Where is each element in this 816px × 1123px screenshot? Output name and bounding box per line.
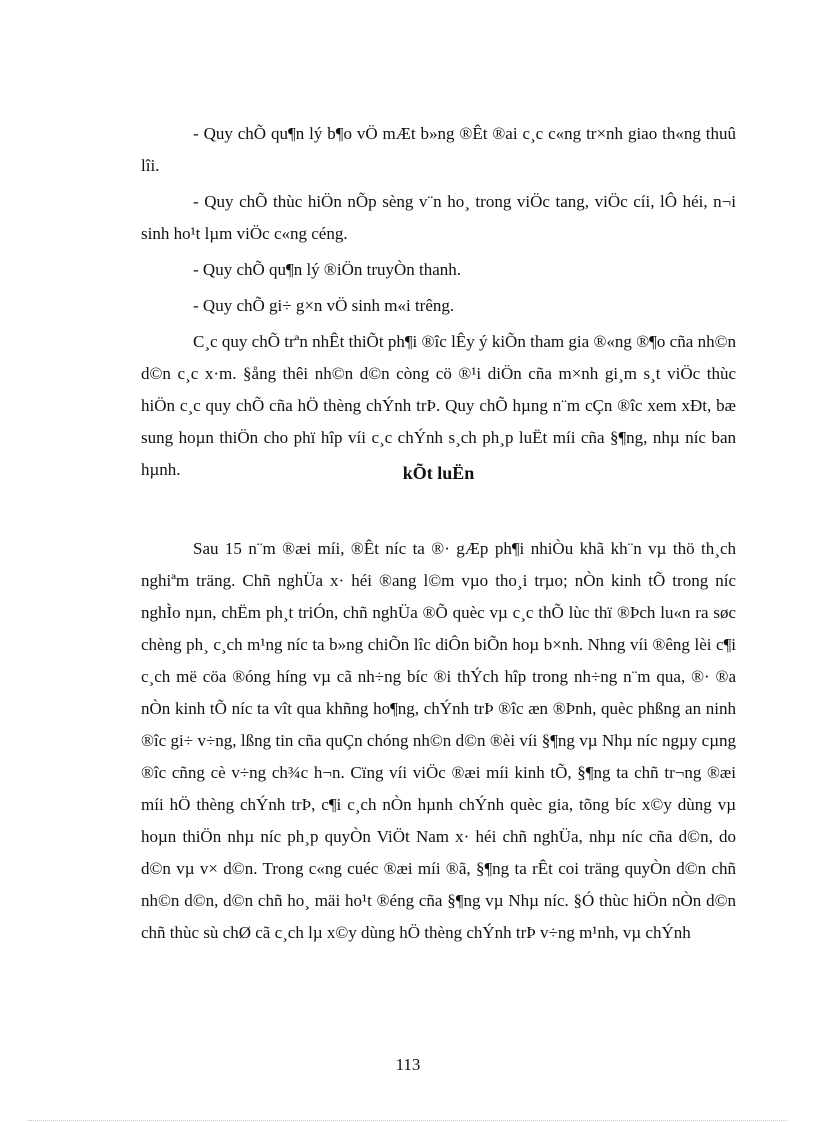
body-text-before-heading [141,118,736,490]
page-number: 113 [395,1055,421,1074]
list-item: - Quy chÕ gi÷ g×n vÖ sinh m«i trêng. [193,296,455,315]
paragraph: C¸c quy chÕ trªn nhÊt thiÕt ph¶i ®îc lÊy ý kiÕn tham gia ®«ng ®¶o cña nh©n d©n c¸c x·m. §ång thêi nh©n d©n còng cö ®¹i diÖn cña m×nh gi¸m s¸t viÖc thùc hiÖn c¸c quy chÕ cña hÖ thèng chÝnh trÞ. Quy chÕ hµng n¨m cÇn ®îc xem xÐt, bæ sung hoµn thiÖn cho phï hîp víi c¸c chÝnh s¸ch ph¸p luËt míi cña §¶ng, nhµ níc ban hµnh. [141,332,736,479]
paragraph: Sau 15 n¨m ®æi míi, ®Êt níc ta ®· gÆp ph¶i nhiÒu khã kh¨n vµ thö th¸ch nghiªm träng. Chñ nghÜa x· héi ®ang l©m vµo tho¸i trµo; nÒn kinh tÕ trong níc nghÌo nµn, chËm ph¸t triÓn, chñ nghÜa ®Õ quèc vµ c¸c thÕ lùc thï ®Þch lu«n ra søc chèng ph¸ c¸ch m¹ng níc ta b»ng chiÕn lîc diÔn biÕn hoµ b×nh. Nhng víi ®êng lèi c¶i c¸ch më cöa ®óng híng vµ cã nh÷ng bíc ®i thÝch hîp trong nh÷ng n¨m qua, ®· ®a nÒn kinh tÕ níc ta vît qua khñng ho¶ng, chÝnh trÞ ®îc æn ®Þnh, quèc phßng an ninh ®îc gi÷ v÷ng, lßng tin cña quÇn chóng nh©n d©n ®èi víi §¶ng vµ Nhµ níc ngµy cµng ®îc cñng cè v÷ng ch¾c h¬n. Cïng víi viÖc ®æi míi kinh tÕ, §¶ng ta chñ tr¬ng ®æi míi hÖ thèng chÝnh trÞ, c¶i c¸ch nÒn hµnh chÝnh quèc gia, tõng bíc x©y dùng vµ hoµn thiÖn nhµ níc ph¸p quyÒn ViÖt Nam x· héi chñ nghÜa, nhµ níc cña d©n, do d©n vµ v× d©n. Trong c«ng cuéc ®æi míi ®ã, §¶ng ta rÊt coi träng quyÒn d©n chñ nh©n d©n, d©n chñ ho¸ mäi ho¹t ®éng cña §¶ng vµ Nhµ níc. §Ó thùc hiÖn nÒn d©n chñ thùc sù chØ cã c¸ch lµ x©y dùng hÖ thèng chÝnh trÞ v÷ng m¹nh, vµ chÝnh [141,539,736,942]
divider [28,1120,788,1121]
list-item: - Quy chÕ qu¶n lý b¶o vÖ mÆt b»ng ®Êt ®ai c¸c c«ng tr×nh giao th«ng thuû lîi. [141,124,736,175]
section-heading: kÕt luËn [402,463,475,483]
list-item: - Quy chÕ qu¶n lý ®iÖn truyÒn thanh. [193,260,462,279]
body-text-after-heading [141,533,736,949]
list-item: - Quy chÕ thùc hiÖn nÕp sèng v¨n ho¸ trong viÖc tang, viÖc cíi, lÔ héi, n¬i sinh ho¹t lµm viÖc c«ng céng. [141,192,736,243]
